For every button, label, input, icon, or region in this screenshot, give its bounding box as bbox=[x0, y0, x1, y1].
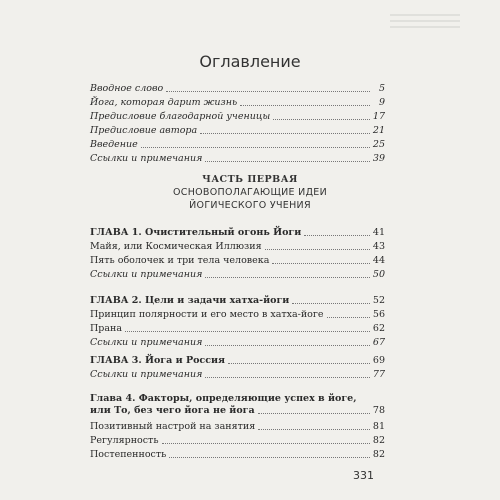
chapter-heading: ГЛАВА 1. Очистительный огонь Йоги 41 bbox=[90, 227, 385, 238]
part-subtitle: ЙОГИЧЕСКОГО УЧЕНИЯ bbox=[189, 200, 311, 211]
toc-entry: Постепенность 82 bbox=[90, 449, 385, 460]
toc-entry: Прана 62 bbox=[90, 323, 385, 334]
chapter-heading: ГЛАВА 2. Цели и задачи хатха-йоги 52 bbox=[90, 295, 385, 306]
bleed-through-text bbox=[390, 10, 460, 34]
toc-entry: Пять оболочек и три тела человека 44 bbox=[90, 255, 385, 266]
part-heading: ЧАСТЬ ПЕРВАЯ bbox=[202, 174, 298, 185]
toc-entry: Ссылки и примечания 67 bbox=[90, 337, 385, 348]
toc-entry: Йога, которая дарит жизнь 9 bbox=[90, 97, 385, 108]
part-subtitle: ОСНОВОПОЛАГАЮЩИЕ ИДЕИ bbox=[173, 187, 327, 198]
toc-entry: Позитивный настрой на занятия 81 bbox=[90, 421, 385, 432]
toc-entry: Вводное слово 5 bbox=[90, 83, 385, 94]
toc-entry: Предисловие автора 21 bbox=[90, 125, 385, 136]
toc-entry: Принцип полярности и его место в хатха-йоге 56 bbox=[90, 309, 385, 320]
chapter-heading: Глава 4. Факторы, определяющие успех в йоге, или То, без чего йога не йога 78 bbox=[90, 393, 385, 416]
toc-entry: Майя, или Космическая Иллюзия 43 bbox=[90, 241, 385, 252]
page-title: Оглавление bbox=[199, 52, 301, 71]
toc-entry: Ссылки и примечания 50 bbox=[90, 269, 385, 280]
toc-entry: Ссылки и примечания 39 bbox=[90, 153, 385, 164]
chapter-heading: ГЛАВА 3. Йога и Россия 69 bbox=[90, 355, 385, 366]
toc-entry: Регулярность 82 bbox=[90, 435, 385, 446]
toc-entry: Ссылки и примечания 77 bbox=[90, 369, 385, 380]
toc-entry: Предисловие благодарной ученицы 17 bbox=[90, 111, 385, 122]
toc-entry: Введение 25 bbox=[90, 139, 385, 150]
page-number: 331 bbox=[353, 469, 374, 482]
